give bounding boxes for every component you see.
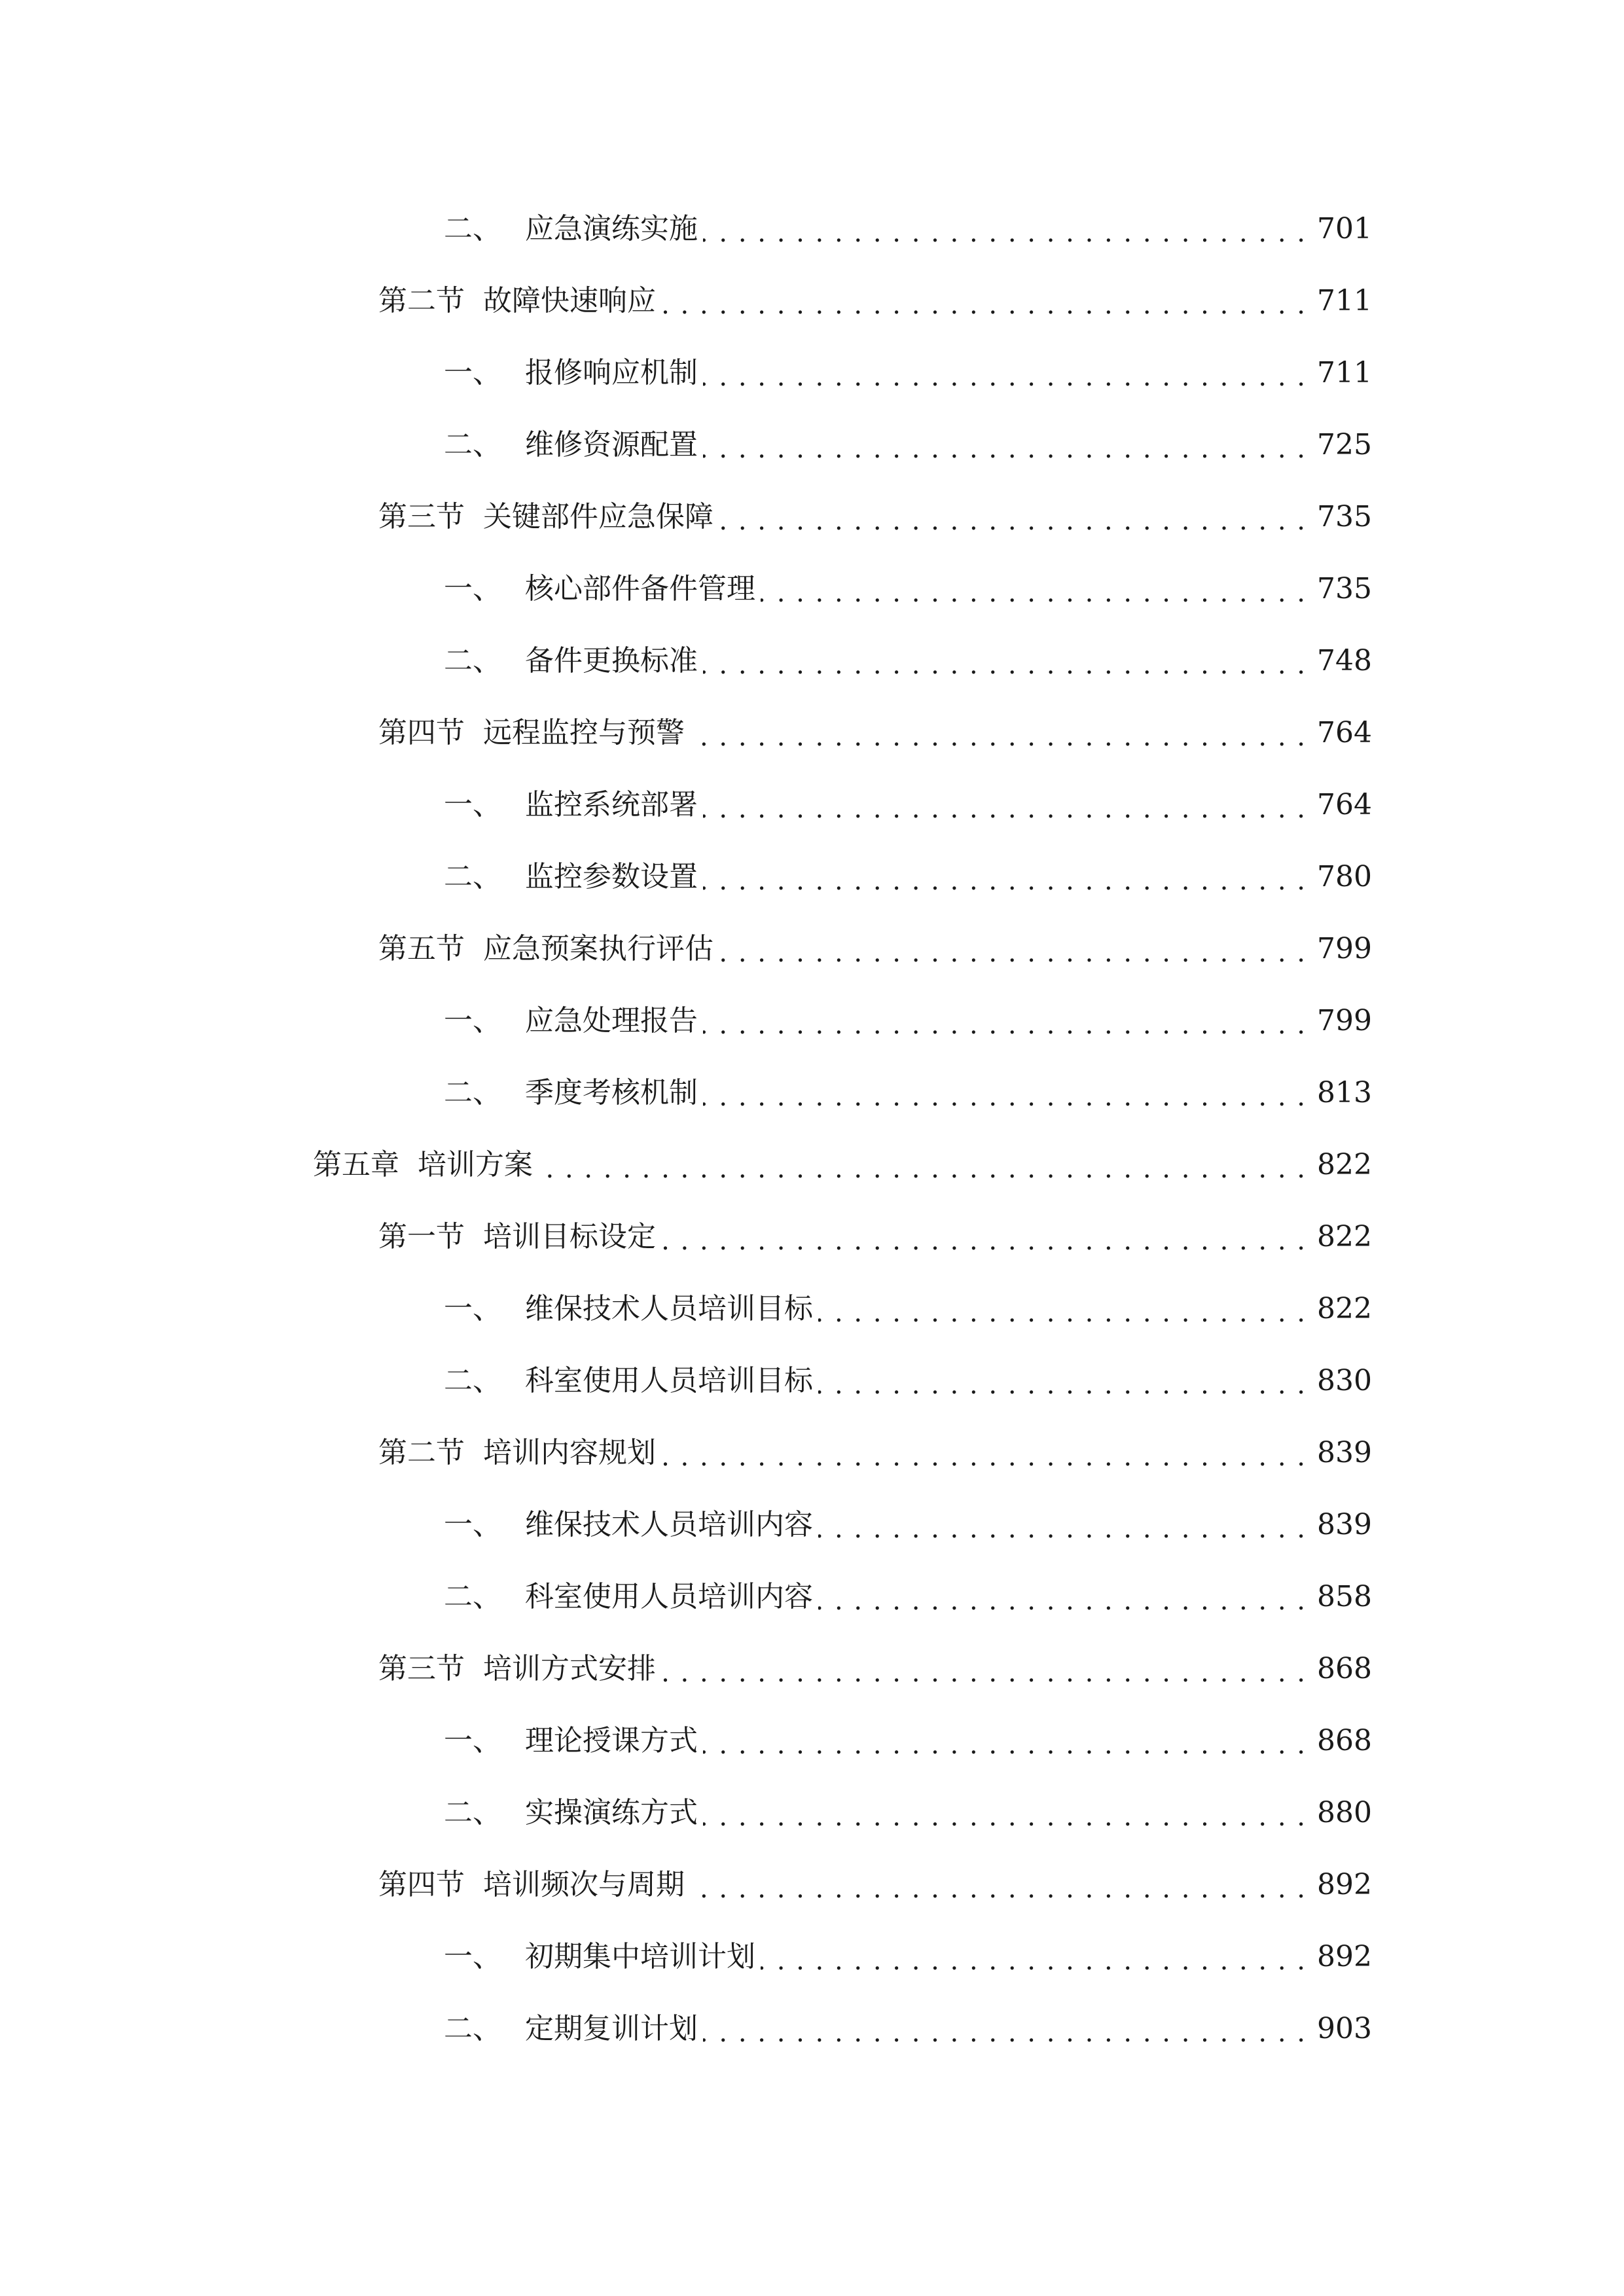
toc-entry-page: 868	[1317, 1724, 1372, 1757]
toc-entry-page: 839	[1317, 1436, 1372, 1469]
toc-entry-page: 868	[1317, 1652, 1372, 1685]
toc-entry-prefix: 二、	[444, 860, 501, 893]
dot-leader	[703, 851, 1307, 903]
dot-leader	[703, 1067, 1307, 1119]
dot-leader	[719, 923, 1307, 975]
toc-entry-page: 813	[1317, 1076, 1372, 1109]
toc-entry-prefix: 一、	[444, 572, 501, 605]
toc-entry-prefix: 第一节	[378, 1220, 465, 1253]
toc-entry-prefix: 二、	[444, 1580, 501, 1613]
toc-entry-page: 799	[1317, 932, 1372, 965]
dot-leader	[703, 347, 1307, 399]
toc-entry[interactable]	[378, 1427, 1372, 1479]
dot-leader	[818, 1499, 1307, 1551]
toc-entry-title: 报修响应机制	[525, 356, 698, 389]
toc-entry-title: 科室使用人员培训目标	[525, 1364, 813, 1397]
dot-leader	[818, 1283, 1307, 1335]
toc-entry-prefix: 二、	[444, 1796, 501, 1829]
toc-entry-page: 822	[1317, 1292, 1372, 1325]
toc-entry-page: 822	[1317, 1148, 1372, 1181]
toc-entry[interactable]	[444, 1715, 1372, 1767]
toc-entry-title: 季度考核机制	[525, 1076, 698, 1109]
toc-entry-title: 初期集中培训计划	[525, 1940, 755, 1973]
dot-leader	[761, 563, 1307, 615]
toc-entry[interactable]	[444, 419, 1372, 471]
toc-entry-title: 培训方案	[418, 1148, 533, 1181]
toc-entry-title: 应急处理报告	[525, 1004, 698, 1037]
dot-leader	[703, 2003, 1307, 2055]
dot-leader	[818, 1571, 1307, 1623]
dot-leader	[661, 1643, 1307, 1695]
dot-leader	[818, 1355, 1307, 1407]
toc-entry-page: 764	[1317, 788, 1372, 821]
toc-entry-prefix: 一、	[444, 1004, 501, 1037]
toc-entry[interactable]	[444, 995, 1372, 1047]
toc-entry-page: 830	[1317, 1364, 1372, 1397]
toc-entry[interactable]	[444, 779, 1372, 831]
toc-entry-prefix: 一、	[444, 356, 501, 389]
toc-entry-title: 培训目标设定	[483, 1220, 656, 1253]
toc-entry[interactable]	[378, 1859, 1372, 1911]
toc-entry[interactable]	[378, 275, 1372, 327]
toc-entry-prefix: 第四节	[378, 1868, 465, 1901]
toc-entry-page: 701	[1317, 212, 1372, 245]
toc-entry-page: 880	[1317, 1796, 1372, 1829]
toc-entry-page: 858	[1317, 1580, 1372, 1613]
toc-entry-title: 应急预案执行评估	[483, 932, 713, 965]
toc-entry[interactable]	[444, 851, 1372, 903]
toc-entry-prefix: 第四节	[378, 716, 465, 749]
toc-entry-title: 维保技术人员培训目标	[525, 1292, 813, 1325]
toc-entry-page: 780	[1317, 860, 1372, 893]
toc-entry-title: 关键部件应急保障	[483, 500, 713, 533]
toc-entry[interactable]	[378, 1211, 1372, 1263]
toc-entry-prefix: 二、	[444, 428, 501, 461]
toc-entry[interactable]	[444, 203, 1372, 255]
dot-leader	[719, 491, 1307, 543]
dot-leader	[661, 275, 1307, 327]
toc-entry-title: 定期复训计划	[525, 2012, 698, 2045]
toc-entry-title: 监控参数设置	[525, 860, 698, 893]
toc-entry-page: 711	[1317, 356, 1372, 389]
toc-entry[interactable]	[444, 1499, 1372, 1551]
toc-entry-prefix: 二、	[444, 644, 501, 677]
toc-entry-page: 892	[1317, 1868, 1372, 1901]
toc-entry-title: 理论授课方式	[525, 1724, 698, 1757]
toc-entry-page: 748	[1317, 644, 1372, 677]
toc-entry-prefix: 第二节	[378, 1436, 465, 1469]
dot-leader	[538, 1139, 1307, 1191]
toc-entry[interactable]	[444, 2003, 1372, 2055]
toc-entry-page: 711	[1317, 284, 1372, 317]
toc-entry[interactable]	[444, 1931, 1372, 1983]
toc-entry-prefix: 一、	[444, 1724, 501, 1757]
toc-entry-page: 799	[1317, 1004, 1372, 1037]
dot-leader	[761, 1931, 1307, 1983]
toc-entry[interactable]	[444, 1067, 1372, 1119]
toc-entry-title: 故障快速响应	[483, 284, 656, 317]
toc-entry-title: 维保技术人员培训内容	[525, 1508, 813, 1541]
dot-leader	[703, 419, 1307, 471]
toc-entry-title: 培训内容规划	[483, 1436, 656, 1469]
toc-entry-title: 监控系统部署	[525, 788, 698, 821]
toc-entry[interactable]	[378, 707, 1372, 759]
toc-entry[interactable]	[444, 1283, 1372, 1335]
toc-entry-title: 实操演练方式	[525, 1796, 698, 1829]
dot-leader	[703, 1787, 1307, 1839]
toc-entry-prefix: 第五节	[378, 932, 465, 965]
toc-entry-page: 725	[1317, 428, 1372, 461]
toc-entry-prefix: 一、	[444, 1508, 501, 1541]
toc-entry-page: 839	[1317, 1508, 1372, 1541]
dot-leader	[703, 995, 1307, 1047]
toc-entry-title: 应急演练实施	[525, 212, 698, 245]
toc-entry-page: 892	[1317, 1940, 1372, 1973]
toc-entry-prefix: 一、	[444, 788, 501, 821]
toc-entry[interactable]	[444, 1355, 1372, 1407]
toc-entry-prefix: 二、	[444, 212, 501, 245]
toc-entry[interactable]	[378, 1643, 1372, 1695]
toc-entry-prefix: 一、	[444, 1292, 501, 1325]
toc-entry-page: 903	[1317, 2012, 1372, 2045]
toc-entry-page: 764	[1317, 716, 1372, 749]
toc-entry-prefix: 第三节	[378, 500, 465, 533]
toc-entry-page: 735	[1317, 572, 1372, 605]
toc-entry-title: 培训方式安排	[483, 1652, 656, 1685]
dot-leader	[661, 1427, 1307, 1479]
toc-entry-prefix: 二、	[444, 2012, 501, 2045]
toc-entry[interactable]	[444, 635, 1372, 687]
dot-leader	[703, 203, 1307, 255]
dot-leader	[703, 1715, 1307, 1767]
dot-leader	[690, 707, 1307, 759]
toc-entry-prefix: 二、	[444, 1364, 501, 1397]
toc-entry[interactable]	[444, 563, 1372, 615]
toc-entry-prefix: 第三节	[378, 1652, 465, 1685]
dot-leader	[690, 1859, 1307, 1911]
toc-entry-title: 远程监控与预警	[483, 716, 685, 749]
toc-entry[interactable]	[444, 1571, 1372, 1623]
toc-entry-prefix: 二、	[444, 1076, 501, 1109]
toc-entry-title: 备件更换标准	[525, 644, 698, 677]
dot-leader	[661, 1211, 1307, 1263]
toc-entry-page: 822	[1317, 1220, 1372, 1253]
dot-leader	[703, 779, 1307, 831]
toc-entry[interactable]	[444, 347, 1372, 399]
toc-entry[interactable]	[378, 923, 1372, 975]
toc-entry-prefix: 一、	[444, 1940, 501, 1973]
toc-entry[interactable]	[378, 491, 1372, 543]
toc-entry-title: 维修资源配置	[525, 428, 698, 461]
toc-entry-title: 培训频次与周期	[483, 1868, 685, 1901]
toc-entry-page: 735	[1317, 500, 1372, 533]
toc-entry-prefix: 第五章	[313, 1148, 399, 1181]
toc-entry[interactable]	[444, 1787, 1372, 1839]
toc-entry[interactable]	[313, 1139, 1372, 1191]
toc-entry-title: 核心部件备件管理	[525, 572, 755, 605]
toc-entry-title: 科室使用人员培训内容	[525, 1580, 813, 1613]
toc-entry-prefix: 第二节	[378, 284, 465, 317]
dot-leader	[703, 635, 1307, 687]
